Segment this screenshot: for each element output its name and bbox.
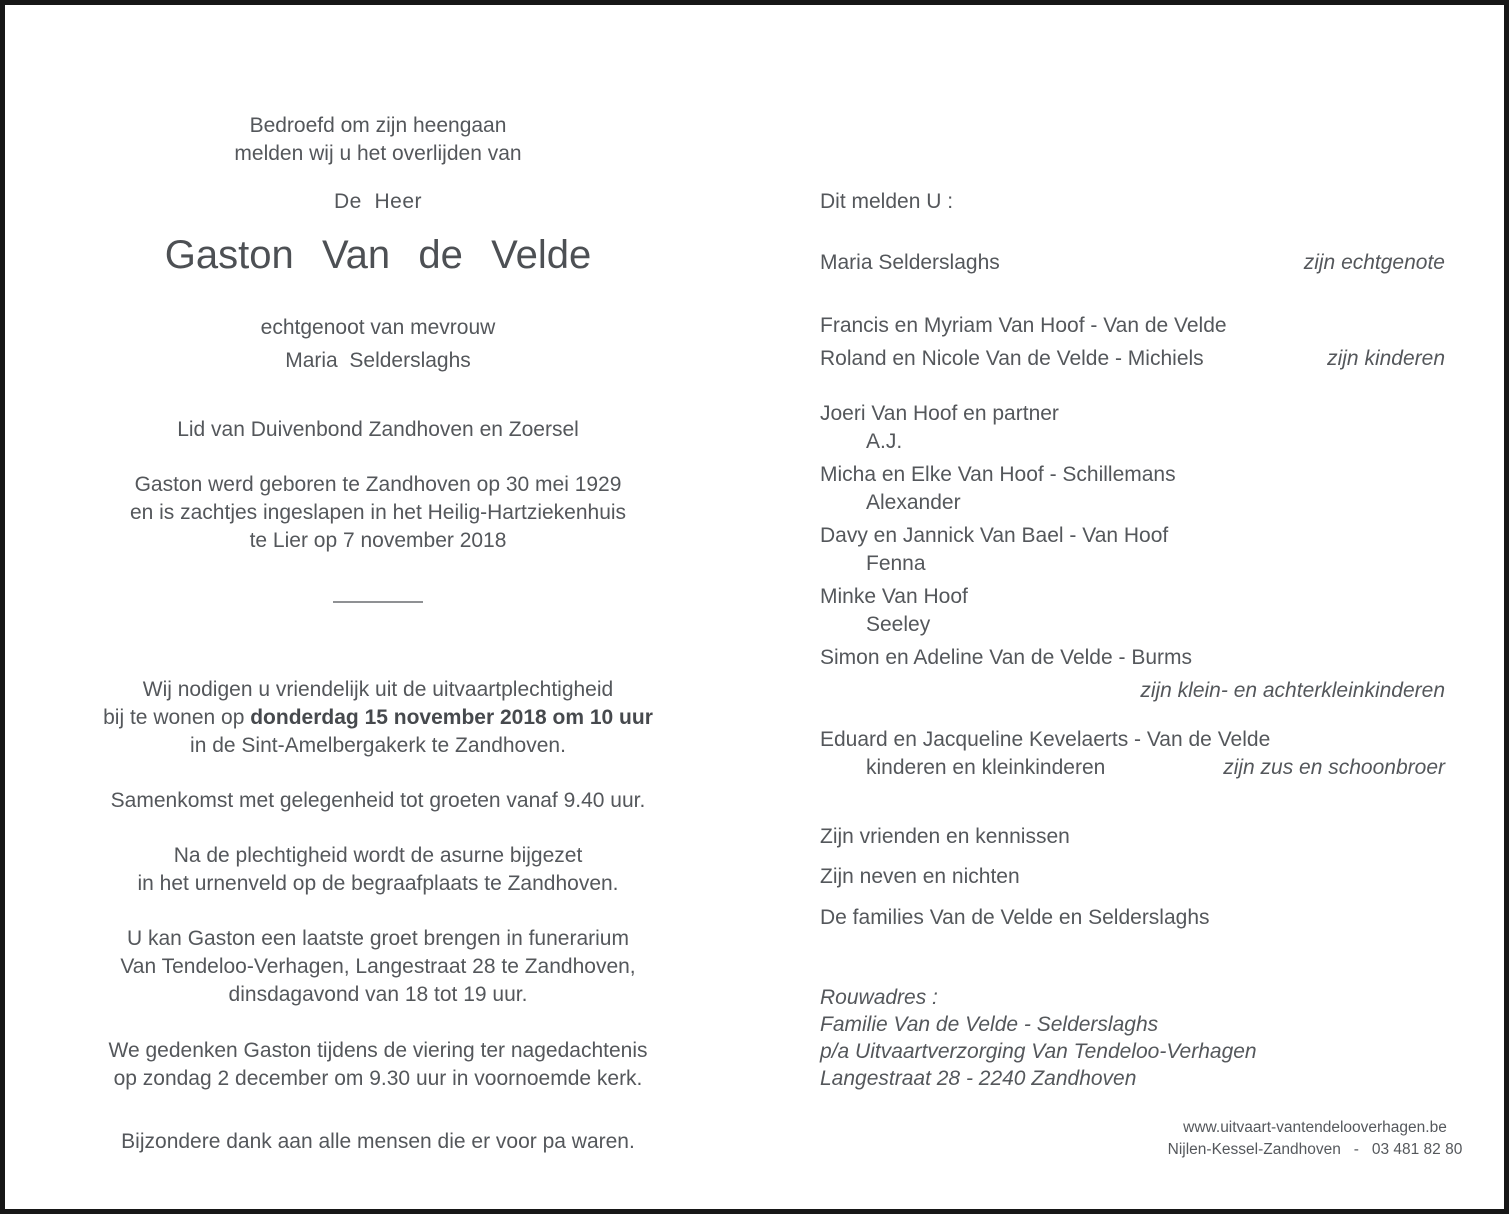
announcer-name: Simon en Adeline Van de Velde - Burms [820, 646, 1193, 669]
relation-label: zijn klein- en achterkleinkinderen [1140, 679, 1445, 702]
urn-lines [62, 842, 694, 898]
mourning-address-line: Familie Van de Velde - Selderslaghs [820, 1013, 1159, 1036]
funerarium-line: U kan Gaston een laatste groet brengen in funerarium [127, 927, 629, 950]
grandchild-entry [820, 583, 1445, 639]
invitation-date-prefix: bij te wonen op [103, 706, 251, 729]
announcer-row [820, 754, 1445, 782]
intro-line: melden wij u het overlijden van [234, 142, 522, 165]
announcer-name: Roland en Nicole Van de Velde - Michiels [820, 347, 1204, 370]
life-dates-line: Gaston werd geboren te Zandhoven op 30 mei 1929 [134, 473, 622, 496]
great-grandchild-name: Fenna [866, 552, 926, 575]
sister-children-label: kinderen en kleinkinderen [866, 756, 1106, 779]
footer-website: www.uitvaart-vantendelooverhagen.be [1183, 1119, 1447, 1136]
urn-line: Na de plechtigheid wordt de asurne bijgezet [173, 844, 583, 867]
great-grandchild-name: A.J. [866, 430, 903, 453]
invitation-line: Wij nodigen u vriendelijk uit de uitvaartplechtigheid [142, 678, 614, 701]
grandchild-entry [820, 400, 1445, 456]
membership-line: Lid van Duivenbond Zandhoven en Zoersel [177, 418, 579, 441]
announcer-sister-group [820, 726, 1445, 782]
announcer-name: Eduard en Jacqueline Kevelaerts - Van de Velde [820, 728, 1271, 751]
great-grandchild-name: Seeley [866, 613, 931, 636]
funerarium-lines [62, 925, 694, 1009]
announcer-spouse-row [820, 249, 1445, 277]
announcer-name: Davy en Jannick Van Bael - Van Hoof [820, 524, 1169, 547]
grandchild-entry [820, 461, 1445, 517]
invitation-date-emphasis: donderdag 15 november 2018 om 10 uur [250, 706, 653, 729]
great-grandchild-name: Alexander [866, 491, 961, 514]
grandchild-entry [820, 522, 1445, 578]
memorial-line: op zondag 2 december om 9.30 uur in voornoemde kerk. [113, 1067, 643, 1090]
announcer-name: Maria Selderslaghs [820, 251, 1000, 274]
funeral-home-footer [1095, 1117, 1509, 1161]
deceased-name: Gaston Van de Velde [164, 233, 592, 277]
mourning-address-line: Langestraat 28 - 2240 Zandhoven [820, 1067, 1137, 1090]
announcer-name: Joeri Van Hoof en partner [820, 402, 1059, 425]
intro-lines [62, 112, 694, 168]
announcer-row [820, 342, 1445, 375]
footer-location-phone: Nijlen-Kessel-Zandhoven - 03 481 82 80 [1167, 1141, 1463, 1158]
funerarium-line: dinsdagavond van 18 tot 19 uur. [228, 983, 528, 1006]
mourning-address-label: Rouwadres : [820, 986, 938, 1009]
spouse-lines [62, 311, 694, 377]
memorial-lines [62, 1037, 694, 1093]
relation-label: zijn zus en schoonbroer [1223, 756, 1445, 779]
relation-label: zijn kinderen [1327, 347, 1445, 370]
relation-label: zijn echtgenote [1303, 251, 1445, 274]
announcer-grandchildren-group [820, 400, 1445, 705]
gathering-line: Samenkomst met gelegenheid tot groeten vanaf 9.40 uur. [110, 789, 646, 812]
invitation-line: in de Sint-Amelbergakerk te Zandhoven. [190, 734, 566, 757]
intro-line: Bedroefd om zijn heengaan [249, 114, 507, 137]
announcer-name: Minke Van Hoof [820, 585, 968, 608]
section-divider [333, 601, 423, 603]
invitation-line [62, 704, 694, 732]
life-dates-line: te Lier op 7 november 2018 [249, 529, 507, 552]
grandchild-entry [820, 644, 1445, 672]
announcers-header: Dit melden U : [820, 190, 954, 213]
honorific: De Heer [333, 190, 423, 213]
thanks-line: Bijzondere dank aan alle mensen die er voor pa waren. [121, 1130, 635, 1153]
announcer-name: Micha en Elke Van Hoof - Schillemans [820, 463, 1176, 486]
announcer-families-line: De families Van de Velde en Selderslaghs [820, 906, 1210, 929]
mourning-address-line: p/a Uitvaartverzorging Van Tendeloo-Verhagen [820, 1040, 1257, 1063]
funerarium-line: Van Tendeloo-Verhagen, Langestraat 28 te Zandhoven, [120, 955, 636, 978]
spouse-line: echtgenoot van mevrouw [260, 316, 496, 339]
memorial-line: We gedenken Gaston tijdens de viering ter nagedachtenis [108, 1039, 648, 1062]
announcer-friends-line: Zijn vrienden en kennissen [820, 825, 1070, 848]
urn-line: in het urnenveld op de begraafplaats te Zandhoven. [137, 872, 619, 895]
life-dates [62, 471, 694, 555]
spouse-name: Maria Selderslaghs [285, 349, 471, 372]
life-dates-line: en is zachtjes ingeslapen in het Heilig-Hartziekenhuis [129, 501, 627, 524]
announcer-name: Francis en Myriam Van Hoof - Van de Velde [820, 314, 1227, 337]
invitation [62, 676, 694, 760]
announcer-children-group [820, 309, 1445, 375]
announcer-cousins-line: Zijn neven en nichten [820, 865, 1020, 888]
mourning-address [820, 984, 1445, 1092]
